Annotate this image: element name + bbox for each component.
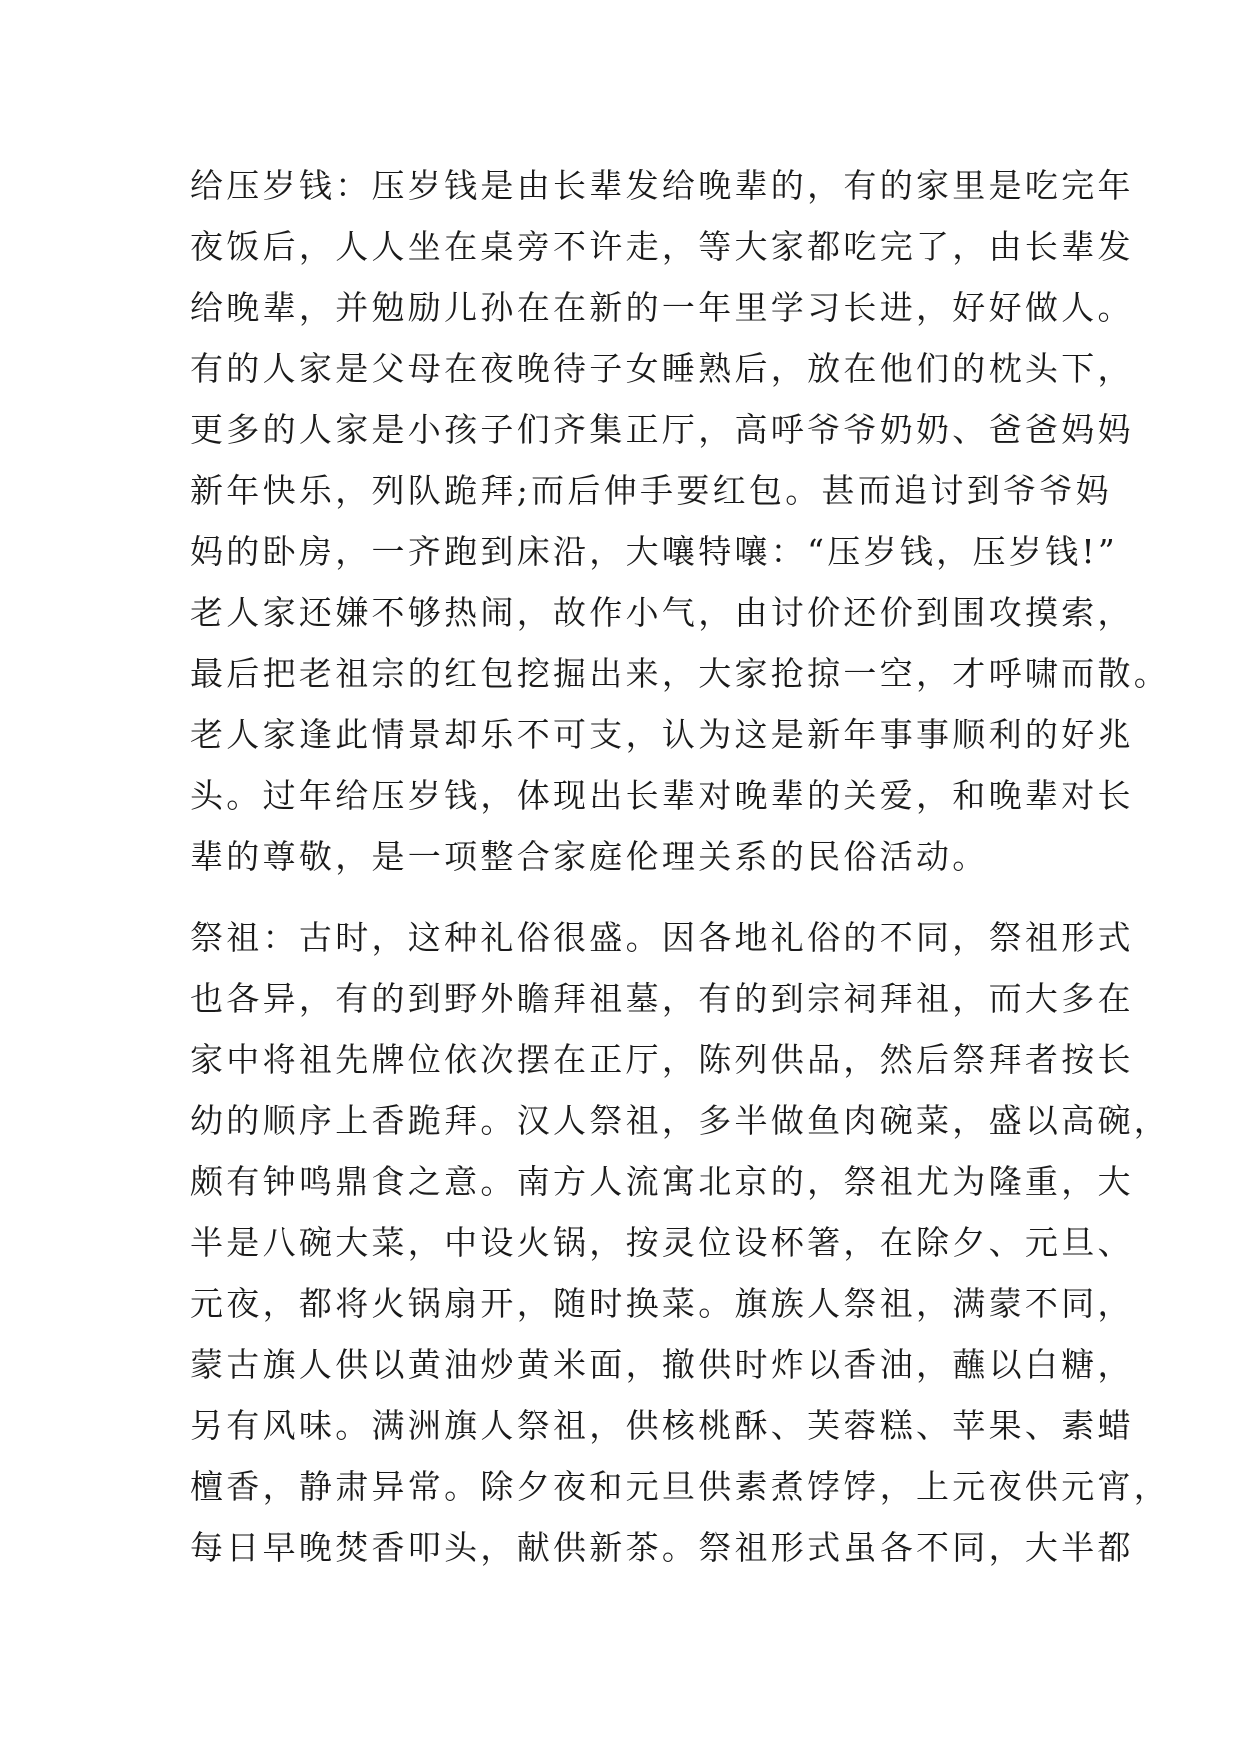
paragraph-line: 幼的顺序上香跪拜。汉人祭祖，多半做鱼肉碗菜，盛以高碗， [190, 1101, 1171, 1140]
paragraph-red-envelope [190, 155, 1171, 887]
paragraph-line: 夜饭后，人人坐在桌旁不许走，等大家都吃完了，由长辈发 [190, 227, 1134, 266]
paragraph-line: 辈的尊敬，是一项整合家庭伦理关系的民俗活动。 [190, 837, 989, 876]
paragraph-line: 更多的人家是小孩子们齐集正厅，高呼爷爷奶奶、爸爸妈妈 [190, 410, 1134, 449]
paragraph-line: 老人家还嫌不够热闹，故作小气，由讨价还价到围攻摸索， [190, 593, 1134, 632]
paragraph-line: 老人家逢此情景却乐不可支，认为这是新年事事顺利的好兆 [190, 715, 1134, 754]
paragraph-line: 家中将祖先牌位依次摆在正厅，陈列供品，然后祭拜者按长 [190, 1040, 1134, 1079]
paragraph-line: 最后把老祖宗的红包挖掘出来，大家抢掠一空，才呼啸而散。 [190, 654, 1171, 693]
paragraph-line: 每日早晚焚香叩头，献供新茶。祭祖形式虽各不同，大半都 [190, 1528, 1134, 1567]
paragraph-line: 祭祖：古时，这种礼俗很盛。因各地礼俗的不同，祭祖形式 [190, 918, 1134, 957]
paragraph-line: 头。过年给压岁钱，体现出长辈对晚辈的关爱，和晚辈对长 [190, 776, 1134, 815]
paragraph-ancestor-worship [190, 907, 1171, 1578]
paragraph-line: 另有风味。满洲旗人祭祖，供核桃酥、芙蓉糕、苹果、素蜡 [190, 1406, 1134, 1445]
paragraph-line: 给晚辈，并勉励儿孙在在新的一年里学习长进，好好做人。 [190, 288, 1134, 327]
paragraph-line: 有的人家是父母在夜晚待子女睡熟后，放在他们的枕头下， [190, 349, 1134, 388]
paragraph-line: 给压岁钱：压岁钱是由长辈发给晚辈的，有的家里是吃完年 [190, 166, 1134, 205]
paragraph-line: 新年快乐，列队跪拜;而后伸手要红包。甚而追讨到爷爷妈 [190, 471, 1112, 510]
paragraph-line: 蒙古旗人供以黄油炒黄米面，撤供时炸以香油，蘸以白糖， [190, 1345, 1134, 1384]
paragraph-line: 妈的卧房，一齐跑到床沿，大嚷特嚷：“压岁钱，压岁钱!” [190, 532, 1119, 571]
paragraph-line: 元夜，都将火锅扇开，随时换菜。旗族人祭祖，满蒙不同， [190, 1284, 1134, 1323]
paragraph-line: 也各异，有的到野外瞻拜祖墓，有的到宗祠拜祖，而大多在 [190, 979, 1134, 1018]
paragraph-line: 颇有钟鸣鼎食之意。南方人流寓北京的，祭祖尤为隆重，大 [190, 1162, 1134, 1201]
paragraph-line: 半是八碗大菜，中设火锅，按灵位设杯箸，在除夕、元旦、 [190, 1223, 1134, 1262]
paragraph-line: 檀香，静肃异常。除夕夜和元旦供素煮饽饽，上元夜供元宵， [190, 1467, 1171, 1506]
